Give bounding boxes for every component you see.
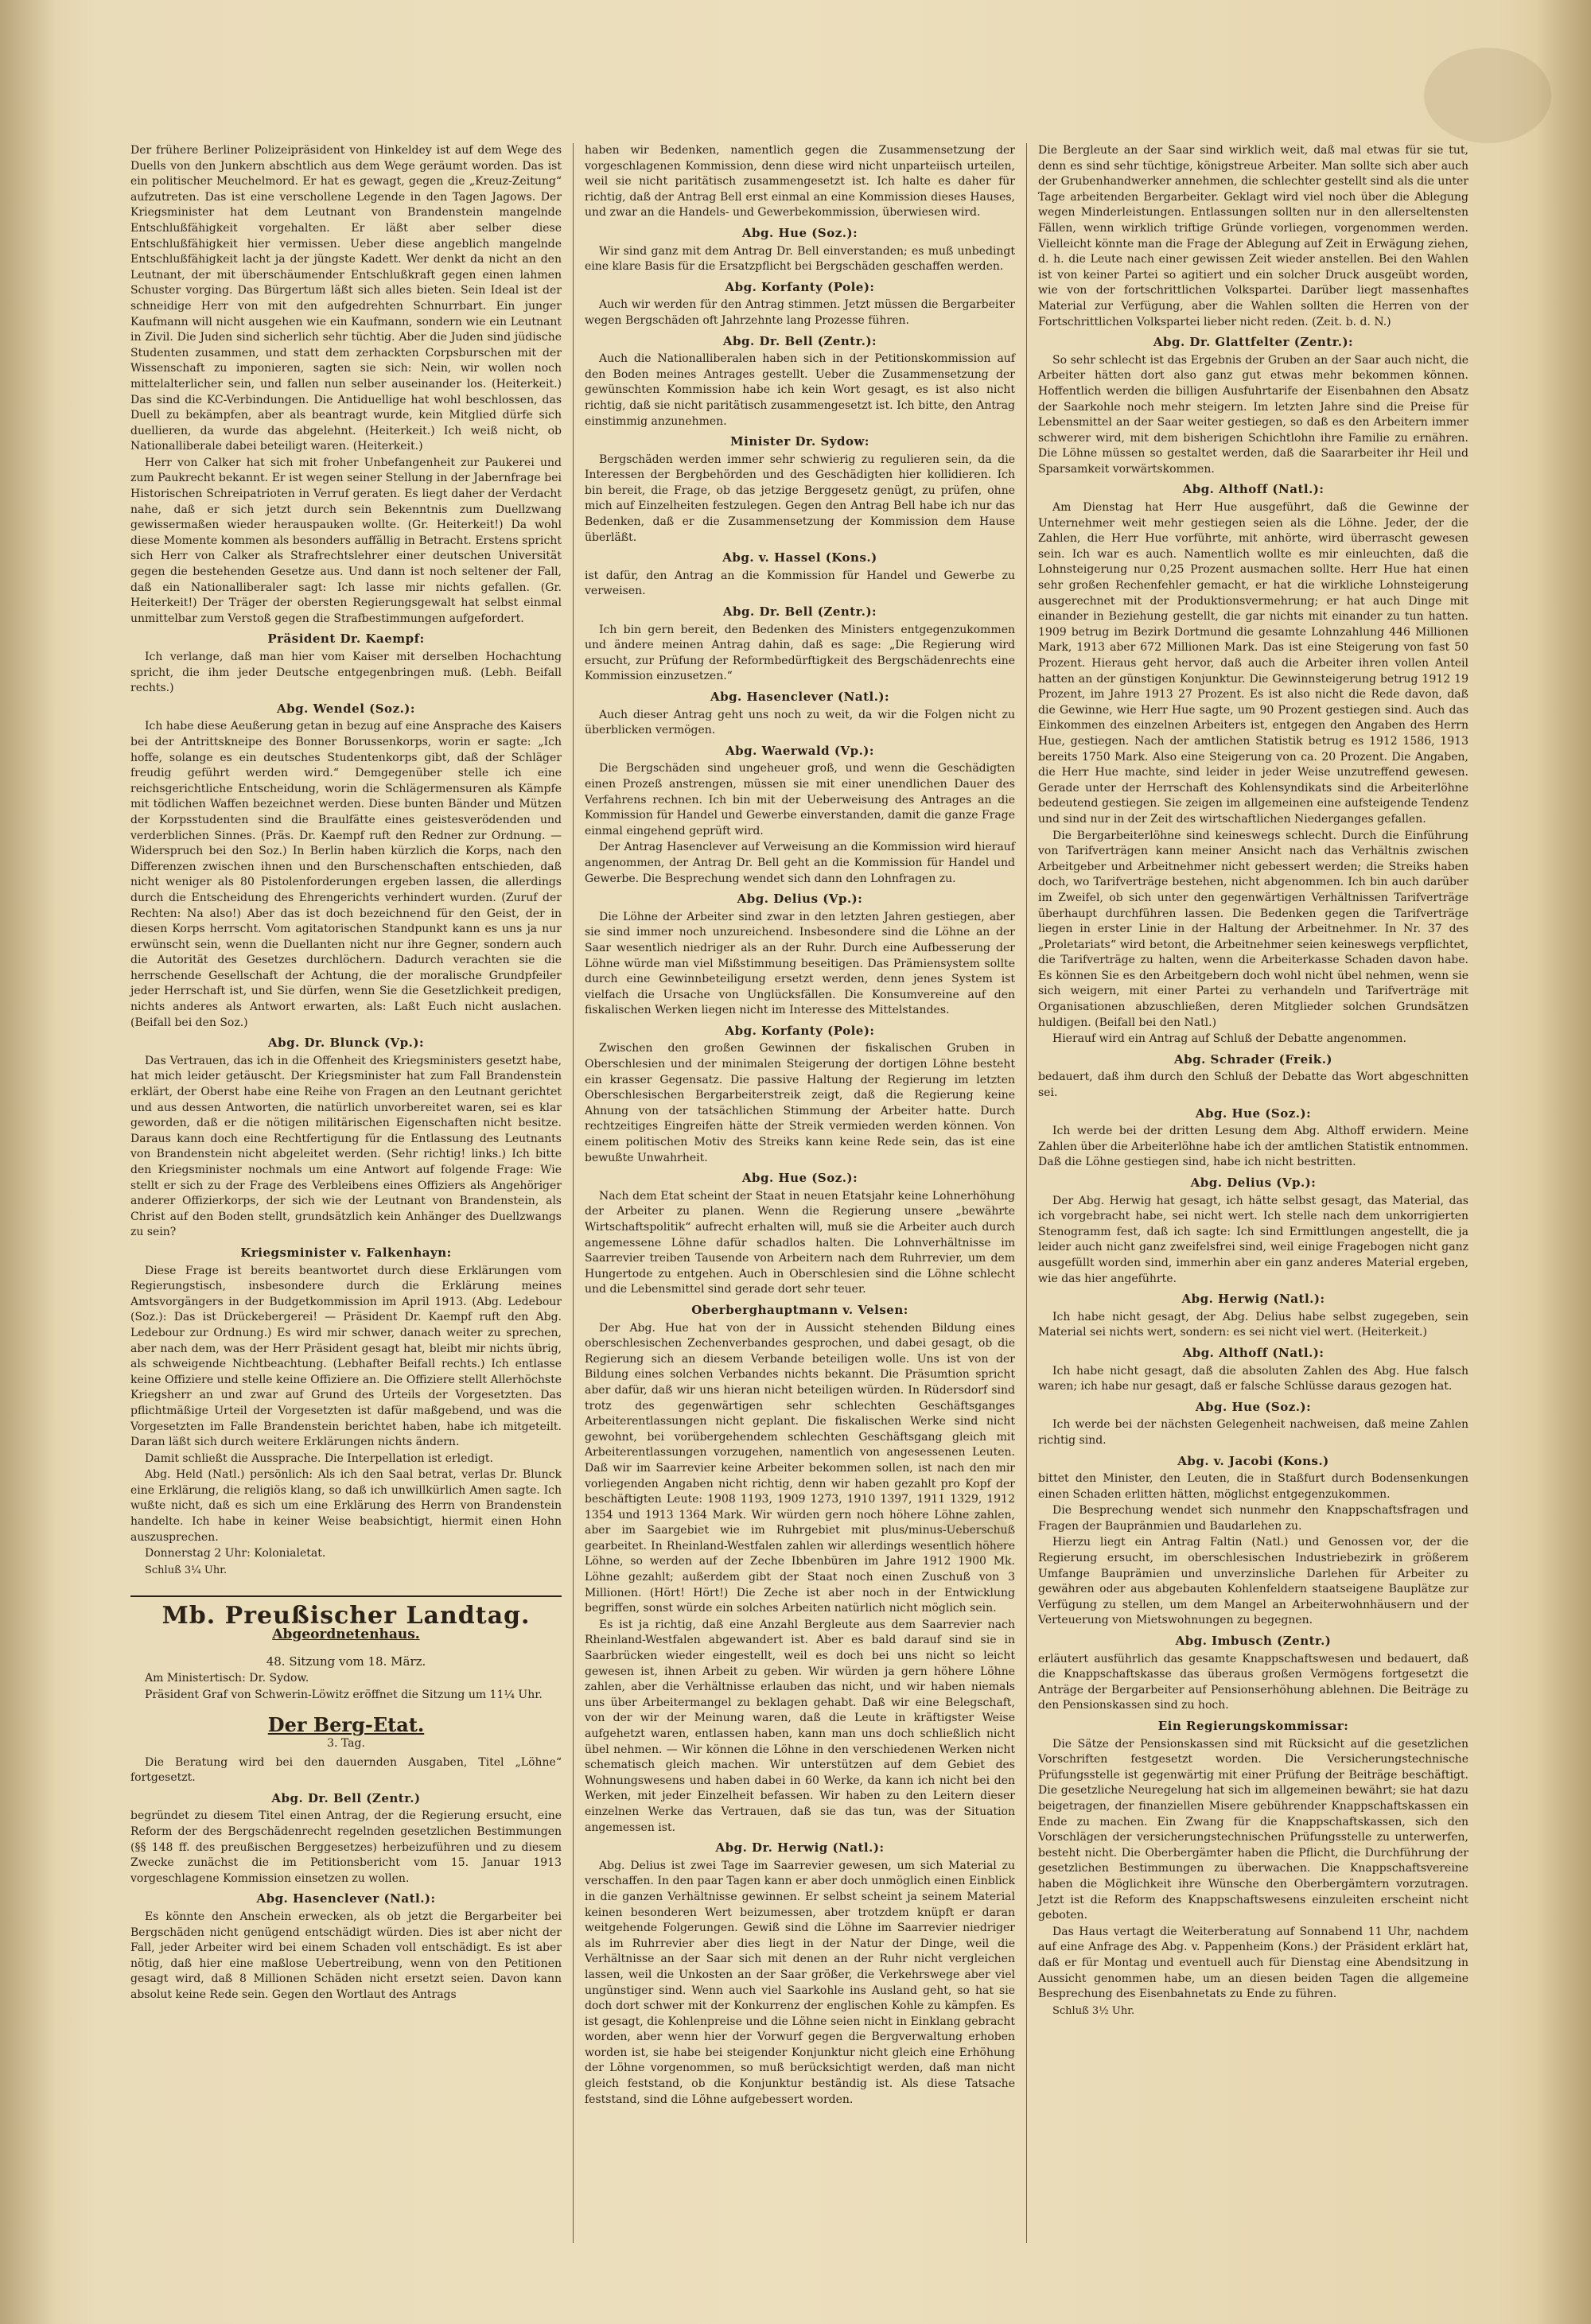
speaker-heading: Präsident Dr. Kaempf:	[267, 632, 425, 647]
paragraph: Ich werde bei der nächsten Gelegenheit nachweisen, daß meine Zahlen richtig sind.	[1038, 1418, 1468, 1447]
speaker-heading: Abg. Hasenclever (Natl.):	[710, 690, 890, 704]
paragraph: Abg. Delius ist zwei Tage im Saarrevier gewesen, um sich Material zu verschaffen. In den paar Tagen kann er aber doch unmöglich einen Einblick in die ganzen Verhältnisse gewinnen. Er selbst scheint ja seinem Material keinen besonderen Wert beizumessen, aber trotzdem knüpft er daran weitgehende Folgerungen. Gewiß sind die Löhne im Saarrevier niedriger als im Ruhrrevier aber dies liegt in der Natur der Dinge, weil die Verhältnisse an der Saar sich mit denen an der Ruhr nicht vergleichen lassen, weil die Unkosten an der Saar größer, die Verkehrswege aber viel ungünstiger sind. Wenn auch viel Saarkohle ins Ausland geht, so hat sie doch dort schwer mit der Konkurrenz der englischen Kohle zu kämpfen. Es ist gesagt, die Kohlenpreise und die Löhne seien nicht in Einklang gebracht worden, aber wenn hier der Vorwurf gegen die Bergverwaltung erhoben worden ist, sie habe bei steigender Konjunktur nicht gleich eine Erhöhung der Löhne vorgenommen, so muß berücksichtigt werden, daß man nicht gleich feststand, ob die Konjunktur beständig ist. Als diese Tatsache feststand, sind die Löhne aufgebessert worden.	[585, 1859, 1015, 2106]
paragraph: Hierauf wird ein Antrag auf Schluß der Debatte angenommen.	[1052, 1032, 1406, 1046]
paragraph: Der Antrag Hasenclever auf Verweisung an die Kommission wird hierauf angenommen, der Antrag Dr. Bell geht an die Kommission für Handel und Gewerbe. Die Besprechung wendet sich dann den Lohnfragen zu.	[585, 841, 1015, 885]
paragraph: Ich habe nicht gesagt, daß die absoluten Zahlen des Abg. Hue falsch waren; ich habe nur gesagt, daß er falsche Schlüsse daraus gezogen hat.	[1038, 1364, 1468, 1393]
speaker-heading: Kriegsminister v. Falkenhayn:	[240, 1245, 452, 1260]
paragraph: Das Haus vertagt die Weiterberatung auf Sonnabend 11 Uhr, nachdem auf eine Anfrage des Abg. v. Pappenheim (Kons.) der Präsident erklärt hat, daß er für Montag und eventuell auch für Dienstag eine Abendsitzung in Aussicht genommen habe, um an diesen beiden Tagen die allgemeine Besprechung des Eisenbahnetats zu Ende zu führen.	[1038, 1925, 1468, 2001]
speaker-heading: Abg. Delius (Vp.):	[1190, 1176, 1317, 1190]
speaker-heading: Abg. Dr. Bell (Zentr.)	[271, 1790, 421, 1805]
closing-note: Schluß 3¼ Uhr.	[145, 1564, 228, 1576]
paragraph: Es könnte den Anschein erwecken, als ob jetzt die Bergarbeiter bei Bergschäden nicht genügend entschädigt würden. Dies ist aber nicht der Fall, jeder Arbeiter wird bei einem Schaden voll entschädigt. Es ist aber nötig, daß hier eine maßlose Uebertreibung, wenn von den Petitionen gesagt wird, daß 8 Millionen Schäden nicht ersetzt seien. Davon kann absolut keine Rede sein. Gegen den Wortlaut des Antrags	[130, 1910, 562, 2001]
paragraph: Die Besprechung wendet sich nunmehr den Knappschaftsfragen und Fragen der Baupränmien und Baudarlehen zu.	[1038, 1504, 1468, 1533]
paragraph: Am Dienstag hat Herr Hue ausgeführt, daß die Gewinne der Unternehmer weit mehr gestiegen seien als die Löhne. Jeder, der die Zahlen, die Herr Hue vorführte, mit anhörte, wird überrascht gewesen sein. Ich war es auch. Namentlich wollte es mir einleuchten, daß die Lohnsteigerung nur 0,25 Prozent ausmachen sollte. Herr Hue hat einen sehr großen Rechenfehler gemacht, er hat die wirkliche Lohnsteigerung ausgerechnet mit der Produktionsvermehrung; er hat auch Dinge mit einander in Beziehung gestellt, die gar nichts mit einander zu tun hatten. 1909 betrug im Bezirk Dortmund die gesamte Lohnzahlung 446 Millionen Mark, 1913 aber 672 Millionen Mark. Das ist eine Steigerung von fast 50 Prozent. Hieraus geht hervor, daß auch die Arbeiter ihren vollen Anteil hatten an der günstigen Konjunktur. Die Gewinnsteigerung betrug 1912 19 Prozent, im Jahre 1913 27 Prozent. Es ist also nicht die Rede davon, daß die Gewinne, wie Herr Hue sagte, um 90 Prozent gestiegen sind. Auch das Einkommen des einzelnen Arbeiters ist, entgegen den Angaben des Herrn Hue, gestiegen. Nach der amtlichen Statistik betrug es 1912 1586, 1913 bereits 1750 Mark. Also eine Steigerung von ca. 20 Prozent. Die Angaben, die Herr Hue machte, sind leider in jeder Weise unzutreffend gewesen. Gerade unter der Herrschaft des Kohlensyndikats sind die Arbeiterlöhne bedeutend gestiegen. Sie zeigen im allgemeinen eine aufsteigende Tendenz und sind nur in der Zeit des wirtschaftlichen Niederganges gefallen.	[1038, 501, 1468, 826]
paragraph: Ich bin gern bereit, den Bedenken des Ministers entgegenzukommen und ändere meinen Antrag dahin, daß es sage: „Die Regierung wird ersucht, zur Prüfung der Reformbedürftigkeit des Bergschädenrechts eine Kommission einzusetzen.“	[585, 623, 1015, 683]
paragraph: Die Löhne der Arbeiter sind zwar in den letzten Jahren gestiegen, aber sie sind immer noch unzureichend. Insbesondere sind die Löhne an der Saar wesentlich niedriger als an der Ruhr. Durch eine Aufbesserung der Löhne würde man viel Mißstimmung beseitigen. Das Prämiensystem sollte durch eine Gewinnbeteiligung ersetzt werden, denn jenes System ist vielfach die Ursache von Unglücksfällen. Die Konsumvereine auf den fiskalischen Werken liegen nicht im Interesse des Mittelstandes.	[585, 910, 1015, 1017]
paragraph: Es ist ja richtig, daß eine Anzahl Bergleute aus dem Saarrevier nach Rheinland-Westfalen abgewandert ist. Aber es bald darauf sind sie in Saarbrücken wieder eingestellt, weil es doch bei uns nicht so leicht gewesen ist, ihnen Arbeit zu geben. Wir würden ja gern höhere Löhne zahlen, aber die Verhältnisse erlauben das nicht, und wir haben niemals uns über Arbeitermangel zu beklagen gehabt. Daß wir eine Belegschaft, von der wir der Meinung waren, daß die Leute in kräftigster Weise aufgehetzt waren, entlassen haben, kann man uns doch schließlich nicht übel nehmen. — Wir können die Löhne in den verschiedenen Werken nicht schematisch gleich machen. Wir unterstützen auf dem Gebiet des Wohnungswesens und haben dabei in 60 Werke, da kann ich nicht bei den Werken, mit jeder Einzelheit befassen. Wir haben zu den Leitern dieser einzelnen Werke das Vertrauen, daß sie das tun, was der Situation angemessen ist.	[585, 1618, 1015, 1834]
speaker-heading: Oberberghauptmann v. Velsen:	[691, 1302, 908, 1317]
paragraph: Herr von Calker hat sich mit froher Unbefangenheit zur Paukerei und zum Paukrecht bekannt. Er ist wegen seiner Stellung in der Jabernfrage bei Historischen Schreipatrioten in Verruf geraten. Es liegt daher der Verdacht nahe, daß er sich jetzt durch sein Bekenntnis zum Duellzwang gewissermaßen wieder herauspauken wollte. (Gr. Heiterkeit!) Da wohl diese Momente kommen als besonders auffällig in Betracht. Erstens spricht sich Herr von Calker als Strafrechtslehrer einer deutschen Universität gegen die bestehenden Gesetze aus. Und dann ist noch seltener der Fall, daß ein Nationalliberaler sagt: Ich lasse mir nichts gefallen. (Gr. Heiterkeit!) Der Träger der obersten Regierungsgewalt hat selbst einmal unmittelbar zum Verstoß gegen die Strafbestimmungen aufgefordert.	[130, 456, 562, 625]
column-1	[119, 143, 573, 2243]
paper-stain	[1424, 48, 1551, 143]
paragraph: erläutert ausführlich das gesamte Knappschaftswesen und bedauert, daß die Knappschaftskasse das überaus großen Vermögens fortgesetzt die Anträge der Bergarbeiter auf Pensionserhöhung ablehnen. Die Beiträge zu den Pensionskassen sind zu hoch.	[1038, 1652, 1468, 1712]
paragraph: Nach dem Etat scheint der Staat in neuen Etatsjahr keine Lohnerhöhung der Arbeiter zu planen. Wenn die Regierung unsere „bewährte Wirtschaftspolitik“ aufrecht erhalten will, muß sie die Arbeiter auch durch angemessene Löhne dafür schadlos halten. Die Lohnverhältnisse im Saarrevier treiben Tausende von Arbeitern nach dem Ruhrrevier, um dem Hungertode zu entgehen. Auch in Oberschlesien sind die Löhne schlecht und die Lebensmittel sind gerade dort sehr teuer.	[585, 1189, 1015, 1296]
paragraph: Die Bergschäden sind ungeheuer groß, und wenn die Geschädigten einen Prozeß anstrengen, müssen sie mit einer unendlichen Dauer des Verfahrens rechnen. Ich bin mit der Ueberweisung des Antrages an die Kommission für Handel und Gewerbe einverstanden, damit die ganze Frage einmal eingehend geprüft wird.	[585, 762, 1015, 837]
paragraph: Die Beratung wird bei den dauernden Ausgaben, Titel „Löhne“ fortgesetzt.	[130, 1755, 562, 1785]
paragraph: Damit schließt die Aussprache. Die Interpellation ist erledigt.	[145, 1452, 493, 1465]
speaker-heading: Abg. Korfanty (Pole):	[725, 279, 875, 294]
closing-note: Schluß 3½ Uhr.	[1052, 2004, 1135, 2017]
paragraph: Zwischen den großen Gewinnen der fiskalischen Gruben in Oberschlesien und der minimalen Steigerung der dortigen Löhne besteht ein krasser Gegensatz. Die passive Haltung der Regierung im letzten Oberschlesischen Bergarbeiterstreik zeigt, daß die Regierung keine Ahnung von der tatsächlichen Stimmung der Arbeiter hatte. Durch rechtzeitiges Eingreifen hätte der Streik vermieden werden können. Von einem politischen Motiv des Streiks kann keine Rede sein, das ist eine bewußte Unwahrheit.	[585, 1042, 1015, 1164]
paragraph: Auch die Nationalliberalen haben sich in der Petitionskommission auf den Boden meines Antrages gestellt. Ueber die Zusammensetzung der gewünschten Kommission habe ich kein Wort gesagt, es ist also nicht richtig, daß sie nicht paritätisch zusammengesetzt ist. Ich bitte, den Antrag einstimmig anzunehmen.	[585, 352, 1015, 428]
speaker-heading: Abg. Hue (Soz.):	[1195, 1399, 1312, 1414]
paragraph: Die Bergarbeiterlöhne sind keineswegs schlecht. Durch die Einführung von Tarifverträgen kann meiner Ansicht nach das Verhältnis zwischen Arbeitgeber und Arbeitnehmer nicht gebessert werden; die Streiks haben doch, wo Tarifverträge bestehen, nicht abgenommen. Ich bin auch darüber im Zweifel, ob sich unter den gegenwärtigen Verhältnissen Tarifverträge überhaupt durchführen lassen. Die Bedenken gegen die Tarifverträge liegen in erster Linie in der Haltung der Arbeitnehmer. In Nr. 37 des „Proletariats“ wird betont, die Arbeitnehmer seien keineswegs verpflichtet, die Tarifverträge zu halten, wenn die Arbeiterkasse Schaden davon habe. Es können Sie es den Arbeitgebern doch wohl nicht übel nehmen, wenn sie sich weigern, mit einer Partei zu verhandeln und Tarifverträge mit Organisationen abzuschließen, deren Mitglieder solchen Grundsätzen huldigen. (Beifall bei den Natl.)	[1038, 829, 1468, 1029]
paragraph: ist dafür, den Antrag an die Kommission für Handel und Gewerbe zu verweisen.	[585, 569, 1015, 598]
speaker-heading: Abg. v. Jacobi (Kons.)	[1177, 1453, 1329, 1468]
speaker-heading: Abg. Schrader (Freik.)	[1173, 1051, 1333, 1067]
paragraph: Ich habe nicht gesagt, der Abg. Delius habe selbst zugegeben, sein Material sei nichts wert, sondern: es sei nicht viel wert. (Heiterkeit.)	[1038, 1310, 1468, 1339]
speaker-heading: Abg. Hue (Soz.):	[1195, 1106, 1312, 1121]
paragraph: Das Vertrauen, das ich in die Offenheit des Kriegsministers gesetzt habe, hat mich leider getäuscht. Der Kriegsminister hat zum Fall Brandenstein erklärt, der Oberst habe eine Reihe von Fragen an den Leutnant gerichtet und aus dessen Antworten, die natürlich unvorbereitet waren, sei es klar geworden, daß er die nötigen militärischen Eigenschaften nicht besitze. Daraus kann doch eine Rechtfertigung für die Entlassung des Leutnants von Brandenstein nicht abgeleitet werden. (Sehr richtig! links.) Ich bitte den Kriegsminister nochmals um eine Antwort auf folgende Frage: Wie stellt er sich zu der Frage des Verbleibens eines Offiziers als Angehöriger anderer Offizierkorps, der sich wie der Leutnant von Brandenstein, als Christ auf den Boden stellt, grundsätzlich kein Anhänger des Duellzwangs zu sein?	[130, 1054, 562, 1239]
paragraph: Der Abg. Hue hat von der in Aussicht stehenden Bildung eines oberschlesischen Zechenverbandes gesprochen, und dabei gesagt, ob die Regierung sich an diesem Verbande beteiligen wolle. Uns ist von der Bildung eines solchen Verbandes nichts bekannt. Die Präsumtion spricht aber dafür, daß wir uns hieran nicht beteiligen würden. In Rüdersdorf sind trotz des gegenwärtigen sehr schlechten Geschäftsganges Arbeiterentlassungen nicht geplant. Die fiskalischen Werke sind nicht gewohnt, bei vorübergehendem schlechten Geschäftsgang gleich mit Arbeiterentlassungen vorzugehen, namentlich von angesessenen Leuten. Daß wir im Saarrevier keine Arbeiter bekommen sollen, ist nach den mir vorliegenden Angaben nicht richtig, denn wir haben gezahlt pro Kopf der beschäftigten Leute: 1908 1193, 1909 1273, 1910 1397, 1911 1329, 1912 1354 und 1913 1364 Mark. Wir würden gern noch höhere Löhne zahlen, aber im Saargebiet wie im Ruhrgebiet mit plus/minus-Ueberschuß gearbeitet. In Rheinland-Westfalen zahlen wir allerdings wesentlich höhere Löhne, so werden auf der Zeche Ibbenbüren im Jahre 1912 1900 Mk. Löhne gezahlt; außerdem gibt der Staat noch einen Zuschuß von 3 Millionen. (Hört! Hört!) Die Zeche ist aber noch in der Entwicklung begriffen, sonst würde ein solches Arbeiten natürlich nicht möglich sein.	[585, 1321, 1015, 1615]
paragraph: haben wir Bedenken, namentlich gegen die Zusammensetzung der vorgeschlagenen Kommission, denn diese wird nicht unparteiisch urteilen, weil sie nicht paritätisch zusammengesetzt ist. Ich halte es daher für richtig, daß der Antrag Bell erst einmal an eine Kommission dieses Hauses, und zwar an die Handels- und Gewerbekommission, überwiesen wird.	[585, 144, 1015, 220]
paragraph: Abg. Held (Natl.) persönlich: Als ich den Saal betrat, verlas Dr. Blunck eine Erklärung, die religiös klang, so daß ich unwillkürlich Amen sagte. Ich wußte nicht, daß es sich um eine Erklärung des Herrn von Brandenstein handelte. Ich habe in keiner Weise beabsichtigt, hiermit einen Hohn auszusprechen.	[130, 1468, 562, 1544]
paragraph: Der Abg. Herwig hat gesagt, ich hätte selbst gesagt, das Material, das ich vorgebracht habe, sei nicht wert. Ich stelle nach dem unkorrigierten Stenogramm fest, daß ich sagte: Ich sind Ermittlungen angestellt, die ja leider auch nicht ganz zweifelsfrei sind, weil einige Fragebogen nicht ganz ausgefüllt worden sind, immerhin aber ein ganz anderes Material ergeben, wie das hier angeführte.	[1038, 1194, 1468, 1285]
speaker-heading: Abg. v. Hassel (Kons.)	[722, 550, 877, 565]
column-3	[1026, 143, 1480, 2243]
speaker-heading: Abg. Korfanty (Pole):	[725, 1023, 875, 1038]
speaker-heading: Abg. Dr. Blunck (Vp.):	[267, 1036, 425, 1051]
paper-stain	[939, 1511, 1010, 1559]
text-columns	[119, 143, 1480, 2243]
section-title-berg-etat: Der Berg-Etat.	[267, 1713, 425, 1737]
speaker-heading: Abg. Dr. Bell (Zentr.):	[722, 333, 877, 348]
paragraph: Ich habe diese Aeußerung getan in bezug auf eine Ansprache des Kaisers bei der Antrittskneipe des Bonner Borussenkorps, worin er sagte: „Ich hoffe, solange es ein deutsches Studentenkorps gibt, daß der Schläger freudig geführt werden wird.“ Demgegenüber stelle ich eine reichsgerichtliche Entscheidung, worin die Schlägermensuren als Kämpfe mit tödlichen Waffen bezeichnet werden. Diese bunten Bänder und Mützen der Korpsstudenten sind die Braulfätte eines geistesverödenden und verderblichen Sinnes. (Präs. Dr. Kaempf ruft den Redner zur Ordnung. — Widerspruch bei den Soz.) In Berlin haben kürzlich die Korps, nach den Differenzen zwischen ihnen und den Burschenschaften entschieden, daß nicht weniger als 80 Pistolenforderungen ergeben lassen, die allerdings durch die Entscheidung des Ehrengerichts verhindert wurden. (Zuruf der Rechten: Na also!) Aber das ist doch bezeichnend für den Geist, der in diesen Korps herrscht. Vom agitatorischen Standpunkt kann es uns ja nur erwünscht sein, wenn die Duellanten nicht nur ihre Gegner, sondern auch die Autorität des Gesetzes durchlöchern. Dadurch verachten sie die herrschende Gesellschaft der Achtung, die der moralische Grundpfeiler jeder Herrschaft ist, und Sie dürfen, wenn Sie die Gesetzlichkeit predigen, nichts anderes als Antwort erwarten, als: Laßt Euch nicht auslachen. (Beifall bei den Soz.)	[130, 720, 562, 1029]
paragraph: Bergschäden werden immer sehr schwierig zu regulieren sein, da die Interessen der Bergbehörden und des Geschädigten hier kollidieren. Ich bin bereit, die Frage, ob das jetzige Berggesetz genügt, zu prüfen, ohne mich auf Einzelheiten festzulegen. Gegen den Antrag Bell habe ich nur das Bedenken, daß er die Zusammensetzung der Kommission dem Hause überläßt.	[585, 453, 1015, 544]
page-edge-shadow-left	[0, 0, 56, 2324]
speaker-heading: Abg. Hue (Soz.):	[741, 225, 858, 240]
paragraph: Donnerstag 2 Uhr: Kolonialetat.	[145, 1547, 326, 1560]
speaker-heading: Abg. Althoff (Natl.):	[1182, 482, 1325, 497]
paragraph: Ich verlange, daß man hier vom Kaiser mit derselben Hochachtung spricht, die ihm jeder Deutsche entgegenbringen muß. (Lebh. Beifall rechts.)	[130, 651, 562, 695]
speaker-heading: Abg. Dr. Bell (Zentr.):	[722, 604, 877, 620]
paragraph: Ich werde bei der dritten Lesung dem Abg. Althoff erwidern. Meine Zahlen über die Arbeiterlöhne habe ich der amtlichen Statistik entnommen. Daß die Löhne gestiegen sind, habe ich nicht bestritten.	[1038, 1125, 1468, 1169]
speaker-heading: Abg. Delius (Vp.):	[737, 892, 863, 907]
speaker-heading: Abg. Waerwald (Vp.):	[725, 743, 874, 758]
paragraph: Wir sind ganz mit dem Antrag Dr. Bell einverstanden; es muß unbedingt eine klare Basis für die Ersatzpflicht bei Bergschäden geschaffen werden.	[585, 244, 1015, 274]
speaker-heading: Minister Dr. Sydow:	[730, 434, 869, 449]
paragraph: bedauert, daß ihm durch den Schluß der Debatte das Wort abgeschnitten sei.	[1038, 1071, 1468, 1100]
section-day: 3. Tag.	[327, 1737, 365, 1750]
paragraph: Die Bergleute an der Saar sind wirklich weit, daß mal etwas für sie tut, denn es sind sehr tüchtige, königstreue Arbeiter. Man sollte sich aber auch der Grubenhandwerker annehmen, die schlechter gestellt sind als die unter Tage arbeitenden Bergarbeiter. Geklagt wird viel noch über die Ablegung wegen Minderleistungen. Entlassungen sollten nur in den allerseltensten Fällen, wenn wirklich triftige Gründe vorliegen, vorgenommen werden. Vielleicht könnte man die Frage der Ablegung auf Zeit in Erwägung ziehen, d. h. die Leute nach einer gewissen Zeit wieder anstellen. Bei den Wahlen ist von keiner Partei so agitiert und ein solcher Druck ausgeübt worden, wie von der fortschrittlichen Volkspartei. Darüber liegt massenhaftes Material zur Verfügung, aber die Wahlen sollten die Herren von der Fortschrittlichen Volkspartei lieber nicht reden. (Zeit. b. d. N.)	[1038, 144, 1468, 328]
speaker-heading: Abg. Wendel (Soz.):	[277, 701, 415, 716]
paragraph: Am Ministertisch: Dr. Sydow.	[145, 1672, 309, 1685]
paragraph: Die Sätze der Pensionskassen sind mit Rücksicht auf die gesetzlichen Vorschriften festgesetzt worden. Die Versicherungstechnische Prüfungsstelle ist gegenwärtig mit einer Prüfung der Beiträge beschäftigt. Die gesetzliche Neuregelung hat sich im allgemeinen bewährt; sie hat dazu beigetragen, der finanziellen Misere gebührender Knappschaftskassen ein Ende zu machen. Ein Zwang für die Knappschaftskassen, sich den Vorschlägen der versicherungstechnischen Prüfungsstelle zu unterwerfen, besteht nicht. Die Oberbergämter haben die Pflicht, die Durchführung der gesetzlichen Bestimmungen zu überwachen. Die Knappschaftsvereine haben die Möglichkeit ihre Wünsche den Oberbergämtern vorzutragen. Jetzt ist die Reform des Knappschaftswesens einzuleiten erscheint nicht geboten.	[1038, 1737, 1468, 1922]
paragraph: Auch wir werden für den Antrag stimmen. Jetzt müssen die Bergarbeiter wegen Bergschäden oft Jahrzehnte lang Prozesse führen.	[585, 298, 1015, 327]
session-line: 48. Sitzung vom 18. März.	[266, 1654, 426, 1669]
speaker-heading: Abg. Althoff (Natl.):	[1182, 1345, 1325, 1360]
speaker-heading: Abg. Dr. Glattfelter (Zentr.):	[1153, 335, 1354, 350]
speaker-heading: Abg. Hue (Soz.):	[741, 1171, 858, 1186]
speaker-heading: Ein Regierungskommissar:	[1157, 1719, 1349, 1733]
paragraph: Der frühere Berliner Polizeipräsident von Hinkeldey ist auf dem Wege des Duells von den Junkern abschtlich aus dem Wege geräumt worden. Das ist ein politischer Meuchelmord. Er hat es gewagt, gegen die „Kreuz-Zeitung“ aufzutreten. Das ist eine verschollene Legende in den Tagen Jagows. Der Kriegsminister hat dem Leutnant von Brandenstein mangelnde Entschlußfähigkeit vorgehalten. Er läßt aber selber diese Entschlußfähigkeit hier vermissen. Ueber diese angeblich mangelnde Entschlußfähigkeit lacht ja der jüngste Kadett. Wer denkt da nicht an den Leutnant, der mit überschäumender Entschlußkraft gegen einen lahmen Schuster vorging. Das Bürgertum läßt sich alles bieten. Sein Ideal ist der schneidige Herr von mit den aufgedrehten Schnurrbart. Ein junger Kaufmann will nicht ausgehen wie ein Kaufmann, sondern wie ein Leutnant in Zivil. Die Juden sind sicherlich sehr tüchtig. Aber die Juden sind jüdische Studenten zusammen, und statt dem zerhackten Corpsburschen mit der Wissenschaft zu imponieren, sagten sie sich: Nein, wir wollen noch mittelalterlicher sein, und fallen nun selber auseinander los. (Heiterkeit.) Das sind die KC-Verbindungen. Die Antiduellige hat wohl beschlossen, das Duell zu bekämpfen, aber als beantragt wurde, kein Mitglied dürfe sich duellieren, da wurde das abgelehnt. (Heiterkeit.) Ich weiß nicht, ob Nationalliberale dabei beteiligt waren. (Heiterkeit.)	[130, 144, 562, 453]
paragraph: Präsident Graf von Schwerin-Löwitz eröffnet die Sitzung um 11¼ Uhr.	[145, 1688, 543, 1701]
paragraph: begründet zu diesem Titel einen Antrag, der die Regierung ersucht, eine Reform der des Bergschädenrecht regelnden gesetzlichen Bestimmungen (§§ 148 ff. des preußischen Berggesetzes) herbeizuführen und zu diesem Zwecke zunächst die im Petitionsbericht vom 15. Januar 1913 vorgeschlagene Kommission einsetzen zu wollen.	[130, 1809, 562, 1885]
paragraph: So sehr schlecht ist das Ergebnis der Gruben an der Saar auch nicht, die Arbeiter hätten dort also ganz gut etwas mehr bekommen können. Hoffentlich werden die billigen Ausfuhrtarife der Eisenbahnen den Absatz der Saarkohle noch mehr steigern. Im letzten Jahre sind die Preise für Lebensmittel an der Saar weiter gestiegen, so daß es den Arbeitern immer schwerer wird, mit dem bisherigen Schichtlohn ihre Familie zu ernähren. Die Löhne müssen so gestaltet werden, daß die Saararbeiter ihr Heil und Sparsamkeit vorwärtskommen.	[1038, 353, 1468, 476]
speaker-heading: Abg. Dr. Herwig (Natl.):	[715, 1840, 885, 1856]
section-title-landtag: Mb. Preußischer Landtag.	[130, 1595, 562, 1624]
paragraph: Auch dieser Antrag geht uns noch zu weit, da wir die Folgen nicht zu überblicken vermögen.	[585, 708, 1015, 737]
page-edge-shadow-right	[1535, 0, 1591, 2324]
paragraph: Hierzu liegt ein Antrag Faltin (Natl.) und Genossen vor, der die Regierung ersucht, im oberschlesischen Industriebezirk in größerem Umfange Bauprämien und unverzinsliche Darlehen für Arbeiter zu gewähren oder aus abgebauten Kohlenfeldern staatseigene Bauplätze zur Verfügung zu stellen, um dem Mangel an Arbeiterwohnhäusern und der Verteuerung von Mietswohnungen zu begegnen.	[1038, 1536, 1468, 1627]
paragraph: Diese Frage ist bereits beantwortet durch diese Erklärungen vom Regierungstisch, insbesondere durch die Erklärung meines Amtsvorgängers in der Budgetkommission im April 1913. (Abg. Ledebour (Soz.): Das ist Drückebergerei! — Präsident Dr. Kaempf ruft den Abg. Ledebour zur Ordnung.) Es wird mir schwer, danach weiter zu sprechen, aber nach dem, was der Herr Präsident gesagt hat, bleibt mir nichts übrig, als schweigende Nichtbeachtung. (Lebhafter Beifall rechts.) Ich entlasse keine Offiziere und stelle keine Offiziere an. Die Offiziere stellt Allerhöchste Kriegsherr an und zwar auf Grund des Urteils der Vorgesetzten. Das pflichtmäßige Urteil der Vorgesetzten ist dafür maßgebend, und was die Vorgesetzten im Falle Brandenstein berichtet haben, habe ich mitgeteilt. Daran läßt sich durch weitere Erklärungen nichts ändern.	[130, 1264, 562, 1449]
paragraph: bittet den Minister, den Leuten, die in Staßfurt durch Bodensenkungen einen Schaden erlitten hätten, möglichst entgegenzukommen.	[1038, 1472, 1468, 1501]
section-subtitle: Abgeordnetenhaus.	[272, 1626, 420, 1643]
column-2	[573, 143, 1026, 2243]
speaker-heading: Abg. Hasenclever (Natl.):	[256, 1891, 436, 1906]
speaker-heading: Abg. Imbusch (Zentr.)	[1175, 1634, 1332, 1649]
speaker-heading: Abg. Herwig (Natl.):	[1181, 1292, 1325, 1307]
